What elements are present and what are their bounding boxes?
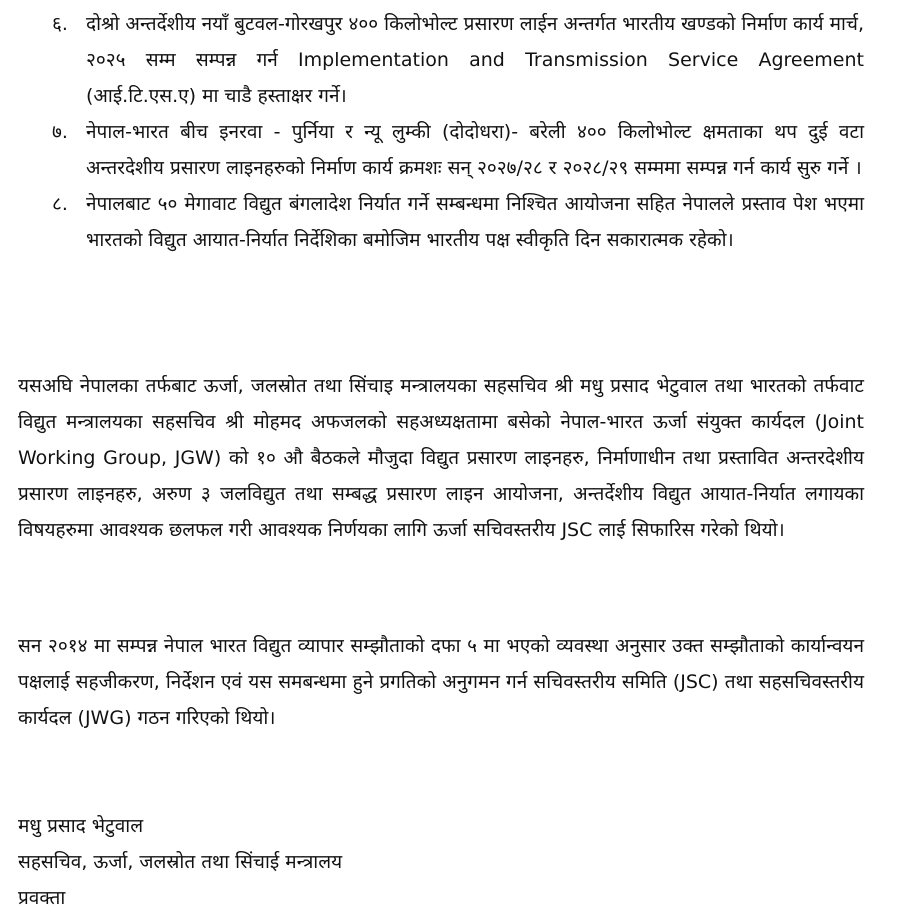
- list-item: [52, 6, 864, 114]
- list-item-text: दोश्रो अन्तर्देशीय नयाँ बुटवल-गोरखपुर ४०० किलोभोल्ट प्रसारण लाईन अन्तर्गत भारतीय खण्डको निर्माण कार्य मार्च, २०२५ सम्म सम्पन्न गर्न Implementation and Transmission Service Agreement (आई.टि.एस.ए) मा चाडै हस्ताक्षर गर्ने।: [86, 13, 864, 107]
- list-item-number: ७.: [52, 121, 68, 143]
- signatory-name: मधु प्रसाद भेटुवाल: [18, 815, 144, 837]
- signature-block: [18, 808, 342, 916]
- list-item: [52, 114, 864, 186]
- list-item-number: ६.: [52, 13, 68, 35]
- list-item-text: नेपालबाट ५० मेगावाट विद्युत बंगलादेश निर्यात गर्ने सम्बन्धमा निश्चित आयोजना सहित नेपालले प्रस्ताव पेश भएमा भारतको विद्युत आयात-निर्यात निर्देशिका बमोजिम भारतीय पक्ष स्वीकृति दिन सकारात्मक रहेको।: [86, 193, 864, 251]
- list-item-text: नेपाल-भारत बीच इनरवा - पुर्निया र न्यू लुम्की (दोदोधरा)- बरेली ४०० किलोभोल्ट क्षमताका थप दुई वटा अन्तरदेशीय प्रसारण लाइनहरुको निर्माण कार्य क्रमशः सन् २०२७/२८ र २०२८/२९ सम्ममा सम्पन्न गर्न कार्य सुरु गर्ने ।: [86, 121, 864, 179]
- signatory-role: प्रवक्ता: [18, 887, 66, 909]
- paragraph-trade-agreement: सन २०१४ मा सम्पन्न नेपाल भारत विद्युत व्यापार सम्झौताको दफा ५ मा भएको व्यवस्था अनुसार उक्त सम्झौताको कार्यान्वयन पक्षलाई सहजीकरण, निर्देशन एवं यस समबन्धमा हुने प्रगतिको अनुगमन गर्न सचिवस्तरीय समिति (JSC) तथा सहसचिवस्तरीय कार्यदल (JWG) गठन गरिएको थियो।: [18, 635, 864, 729]
- paragraph-jwg-meeting: यसअघि नेपालका तर्फबाट ऊर्जा, जलस्रोत तथा सिंचाइ मन्त्रालयका सहसचिव श्री मधु प्रसाद भेटुवाल तथा भारतको तर्फवाट विद्युत मन्त्रालयका सहसचिव श्री मोहमद अफजलको सहअध्यक्षतामा बसेको नेपाल-भारत ऊर्जा संयुक्त कार्यदल (Joint Working Group, JGW) को १० औ बैठकले मौजुदा विद्युत प्रसारण लाइनहरु, निर्माणाधीन तथा प्रस्तावित अन्तरदेशीय प्रसारण लाइनहरु, अरुण ३ जलविद्युत तथा सम्बद्ध प्रसारण लाइन आयोजना, अन्तर्देशीय विद्युत आयात-निर्यात लगायका विषयहरुमा आवश्यक छलफल गरी आवश्यक निर्णयका लागि ऊर्जा सचिवस्तरीय JSC लाई सिफारिस गरेको थियो।: [18, 375, 864, 541]
- list-item: [52, 186, 864, 258]
- numbered-list: [52, 6, 864, 258]
- list-item-number: ८.: [52, 193, 68, 215]
- signatory-title: सहसचिव, ऊर्जा, जलस्रोत तथा सिंचाई मन्त्रालय: [18, 851, 343, 873]
